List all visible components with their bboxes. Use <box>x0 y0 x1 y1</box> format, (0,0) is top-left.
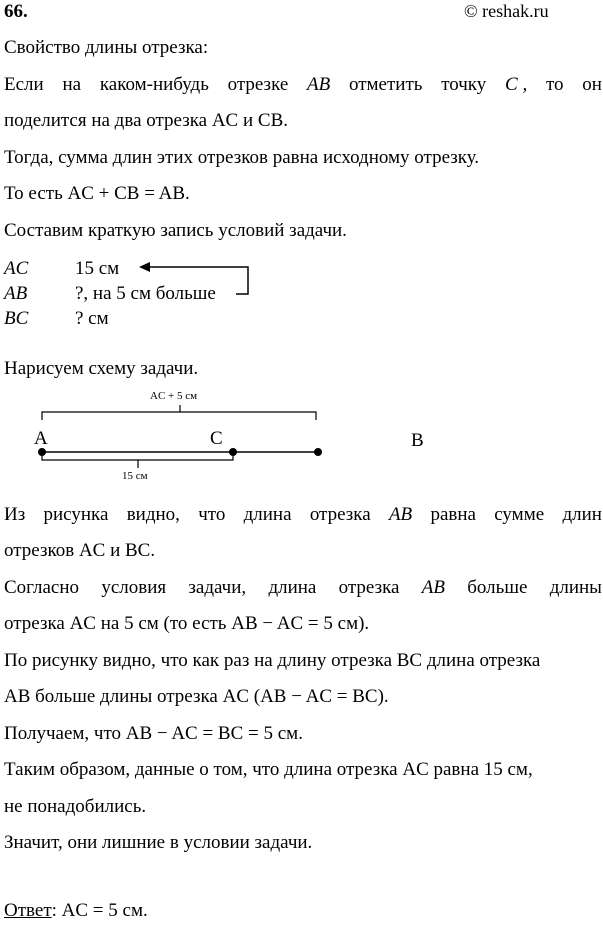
word: Если <box>4 74 44 95</box>
text-line-9: отрезков AC и BC. <box>4 540 156 561</box>
text-line-17: Значит, они лишние в условии задачи. <box>4 832 313 853</box>
word: длина <box>243 504 292 525</box>
word: длин <box>562 504 602 525</box>
math-word: C , <box>505 74 528 95</box>
text-line-16: не понадобились. <box>4 796 147 817</box>
word: длины <box>549 577 602 598</box>
text-line-1: Свойство длины отрезка: <box>4 37 209 58</box>
word: он <box>582 74 602 95</box>
point-c-dot <box>229 448 237 456</box>
text-line-15: Таким образом, данные о том, что длина отрезка AC равна 15 см, <box>4 759 533 780</box>
word: то <box>545 74 564 95</box>
word: каком-нибудь <box>99 74 209 95</box>
text-line-6: Составим краткую запись условий задачи. <box>4 220 347 241</box>
word: что <box>198 504 226 525</box>
cond-ab-name: AB <box>4 283 28 304</box>
top-brace-label: AC + 5 см <box>150 390 198 402</box>
answer-text: : AC = 5 см. <box>51 900 148 921</box>
point-c-label: C <box>210 428 223 449</box>
text-line-8 <box>4 503 602 527</box>
text-line-5: То есть AC + CB = AB. <box>4 183 190 204</box>
math-word: AB <box>307 74 331 95</box>
text-line-7: Нарисуем схему задачи. <box>4 358 199 379</box>
arrow-head-icon <box>139 262 150 272</box>
bottom-brace <box>42 452 233 460</box>
text-line-12: По рисунку видно, что как раз на длину отрезка BC длина отрезка <box>4 650 541 671</box>
word: рисунка <box>43 504 109 525</box>
answer-label: Ответ <box>4 900 52 921</box>
word: задачи, <box>188 577 247 598</box>
cond-bc-value: ? см <box>75 308 109 329</box>
text-line-3: поделится на два отрезка AC и CB. <box>4 110 288 131</box>
segment-diagram <box>0 380 603 490</box>
text-line-4: Тогда, сумма длин этих отрезков равна исходному отрезку. <box>4 147 480 168</box>
word: Согласно <box>4 577 80 598</box>
point-b-label: B <box>411 430 424 451</box>
bottom-brace-label: 15 см <box>122 470 148 482</box>
site-watermark: © reshak.ru <box>464 1 549 21</box>
cond-ac-name: AC <box>4 258 29 279</box>
word: на <box>62 74 82 95</box>
top-brace <box>42 412 316 420</box>
word: видно, <box>126 504 180 525</box>
problem-number: 66. <box>4 1 28 22</box>
word: отрезке <box>227 74 289 95</box>
word: точку <box>441 74 487 95</box>
word: условия <box>101 577 167 598</box>
text-line-14: Получаем, что AB − AC = BC = 5 см. <box>4 723 303 744</box>
word: Из <box>4 504 26 525</box>
cond-ac-value: 15 см <box>75 258 120 279</box>
word: длина <box>268 577 317 598</box>
word: отрезка <box>309 504 371 525</box>
cond-ab-value: ?, на 5 см больше <box>75 283 216 304</box>
word: отрезка <box>338 577 400 598</box>
answer-line <box>4 899 148 923</box>
condition-arrow <box>0 0 603 340</box>
word: больше <box>467 577 528 598</box>
arrow-line <box>146 267 248 294</box>
math-word: AB <box>421 577 445 598</box>
text-line-11: отрезка AC на 5 см (то есть AB − AC = 5 см). <box>4 613 370 634</box>
point-a-label: A <box>34 428 48 449</box>
word: равна <box>430 504 476 525</box>
word: отметить <box>348 74 423 95</box>
text-line-13: AB больше длины отрезка AC (AB − AC = BC). <box>4 686 389 707</box>
word: сумме <box>494 504 545 525</box>
math-word: AB <box>388 504 413 525</box>
cond-bc-name: BC <box>4 308 29 329</box>
point-b-dot <box>314 448 322 456</box>
text-line-10 <box>4 576 602 600</box>
